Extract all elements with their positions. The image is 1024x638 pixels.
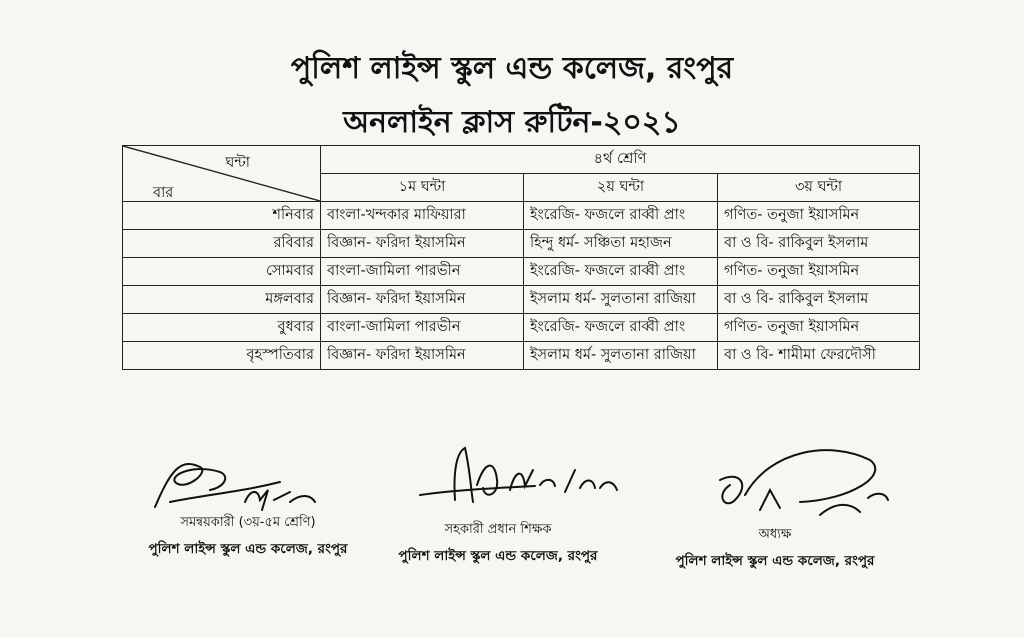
period-header-1: ১ম ঘন্টা [321,174,524,202]
coordinator-signature-block [128,513,368,561]
coordinator-signature [150,452,330,522]
period-cell: গণিত- তনুজা ইয়াসমিন [718,258,920,286]
period-cell: বা ও বি- রাকিবুল ইসলাম [718,286,920,314]
assistant-head-institution: পুলিশ লাইন্স স্কুল এন্ড কলেজ, রংপুর [398,548,598,564]
period-cell: বাংলা-জামিলা পারভীন [321,258,524,286]
day-cell: সোমবার [123,258,321,286]
table-row [123,342,920,370]
header-row-class [123,146,920,174]
period-cell: বা ও বি- রাকিবুল ইসলাম [718,230,920,258]
table-row [123,258,920,286]
principal-signature [690,440,900,530]
table-row [123,314,920,342]
period-cell: ইসলাম ধর্ম- সুলতানা রাজিয়া [524,286,718,314]
routine-table [122,145,920,370]
corner-cell [123,146,321,202]
corner-day-label: বার [153,185,174,201]
period-cell: ইংরেজি- ফজলে রাব্বী প্রাং [524,202,718,230]
table-row [123,202,920,230]
period-cell: বা ও বি- শামীমা ফেরদৌসী [718,342,920,370]
institution-title: পুলিশ লাইন্স স্কুল এন্ড কলেজ, রংপুর [290,51,734,86]
day-cell: বৃহস্পতিবার [123,342,321,370]
period-cell: বিজ্ঞান- ফরিদা ইয়াসমিন [321,342,524,370]
period-cell: গণিত- তনুজা ইয়াসমিন [718,202,920,230]
period-cell: বিজ্ঞান- ফরিদা ইয়াসমিন [321,286,524,314]
period-header-2: ২য় ঘন্টা [524,174,718,202]
assistant-head-role: সহকারী প্রধান শিক্ষক [444,522,552,537]
period-cell: গণিত- তনুজা ইয়াসমিন [718,314,920,342]
period-cell: ইংরেজি- ফজলে রাব্বী প্রাং [524,258,718,286]
class-header: ৪র্থ শ্রেণি [321,146,920,174]
period-cell: হিন্দু ধর্ম- সঞ্চিতা মহাজন [524,230,718,258]
day-cell: মঙ্গলবার [123,286,321,314]
assistant-head-signature-block [378,520,618,568]
period-cell: বাংলা-খন্দকার মাফিয়ারা [321,202,524,230]
table-row [123,230,920,258]
period-header-3: ৩য় ঘন্টা [718,174,920,202]
period-cell: ইসলাম ধর্ম- সুলতানা রাজিয়া [524,342,718,370]
corner-period-label: ঘন্টা [225,155,250,171]
period-cell: বাংলা-জামিলা পারভীন [321,314,524,342]
assistant-head-signature [415,440,625,520]
principal-signature-block [655,525,895,573]
coordinator-role: সমন্বয়কারী (৩য়-৫ম শ্রেণি) [180,515,316,530]
principal-role: অধ্যক্ষ [758,527,792,542]
table-row [123,286,920,314]
routine-title: অনলাইন ক্লাস রুটিন-২০২১ [343,105,681,140]
period-cell: বিজ্ঞান- ফরিদা ইয়াসমিন [321,230,524,258]
day-cell: বুধবার [123,314,321,342]
coordinator-institution: পুলিশ লাইন্স স্কুল এন্ড কলেজ, রংপুর [148,541,348,557]
day-cell: রবিবার [123,230,321,258]
period-cell: ইংরেজি- ফজলে রাব্বী প্রাং [524,314,718,342]
day-cell: শনিবার [123,202,321,230]
principal-institution: পুলিশ লাইন্স স্কুল এন্ড কলেজ, রংপুর [675,553,875,569]
